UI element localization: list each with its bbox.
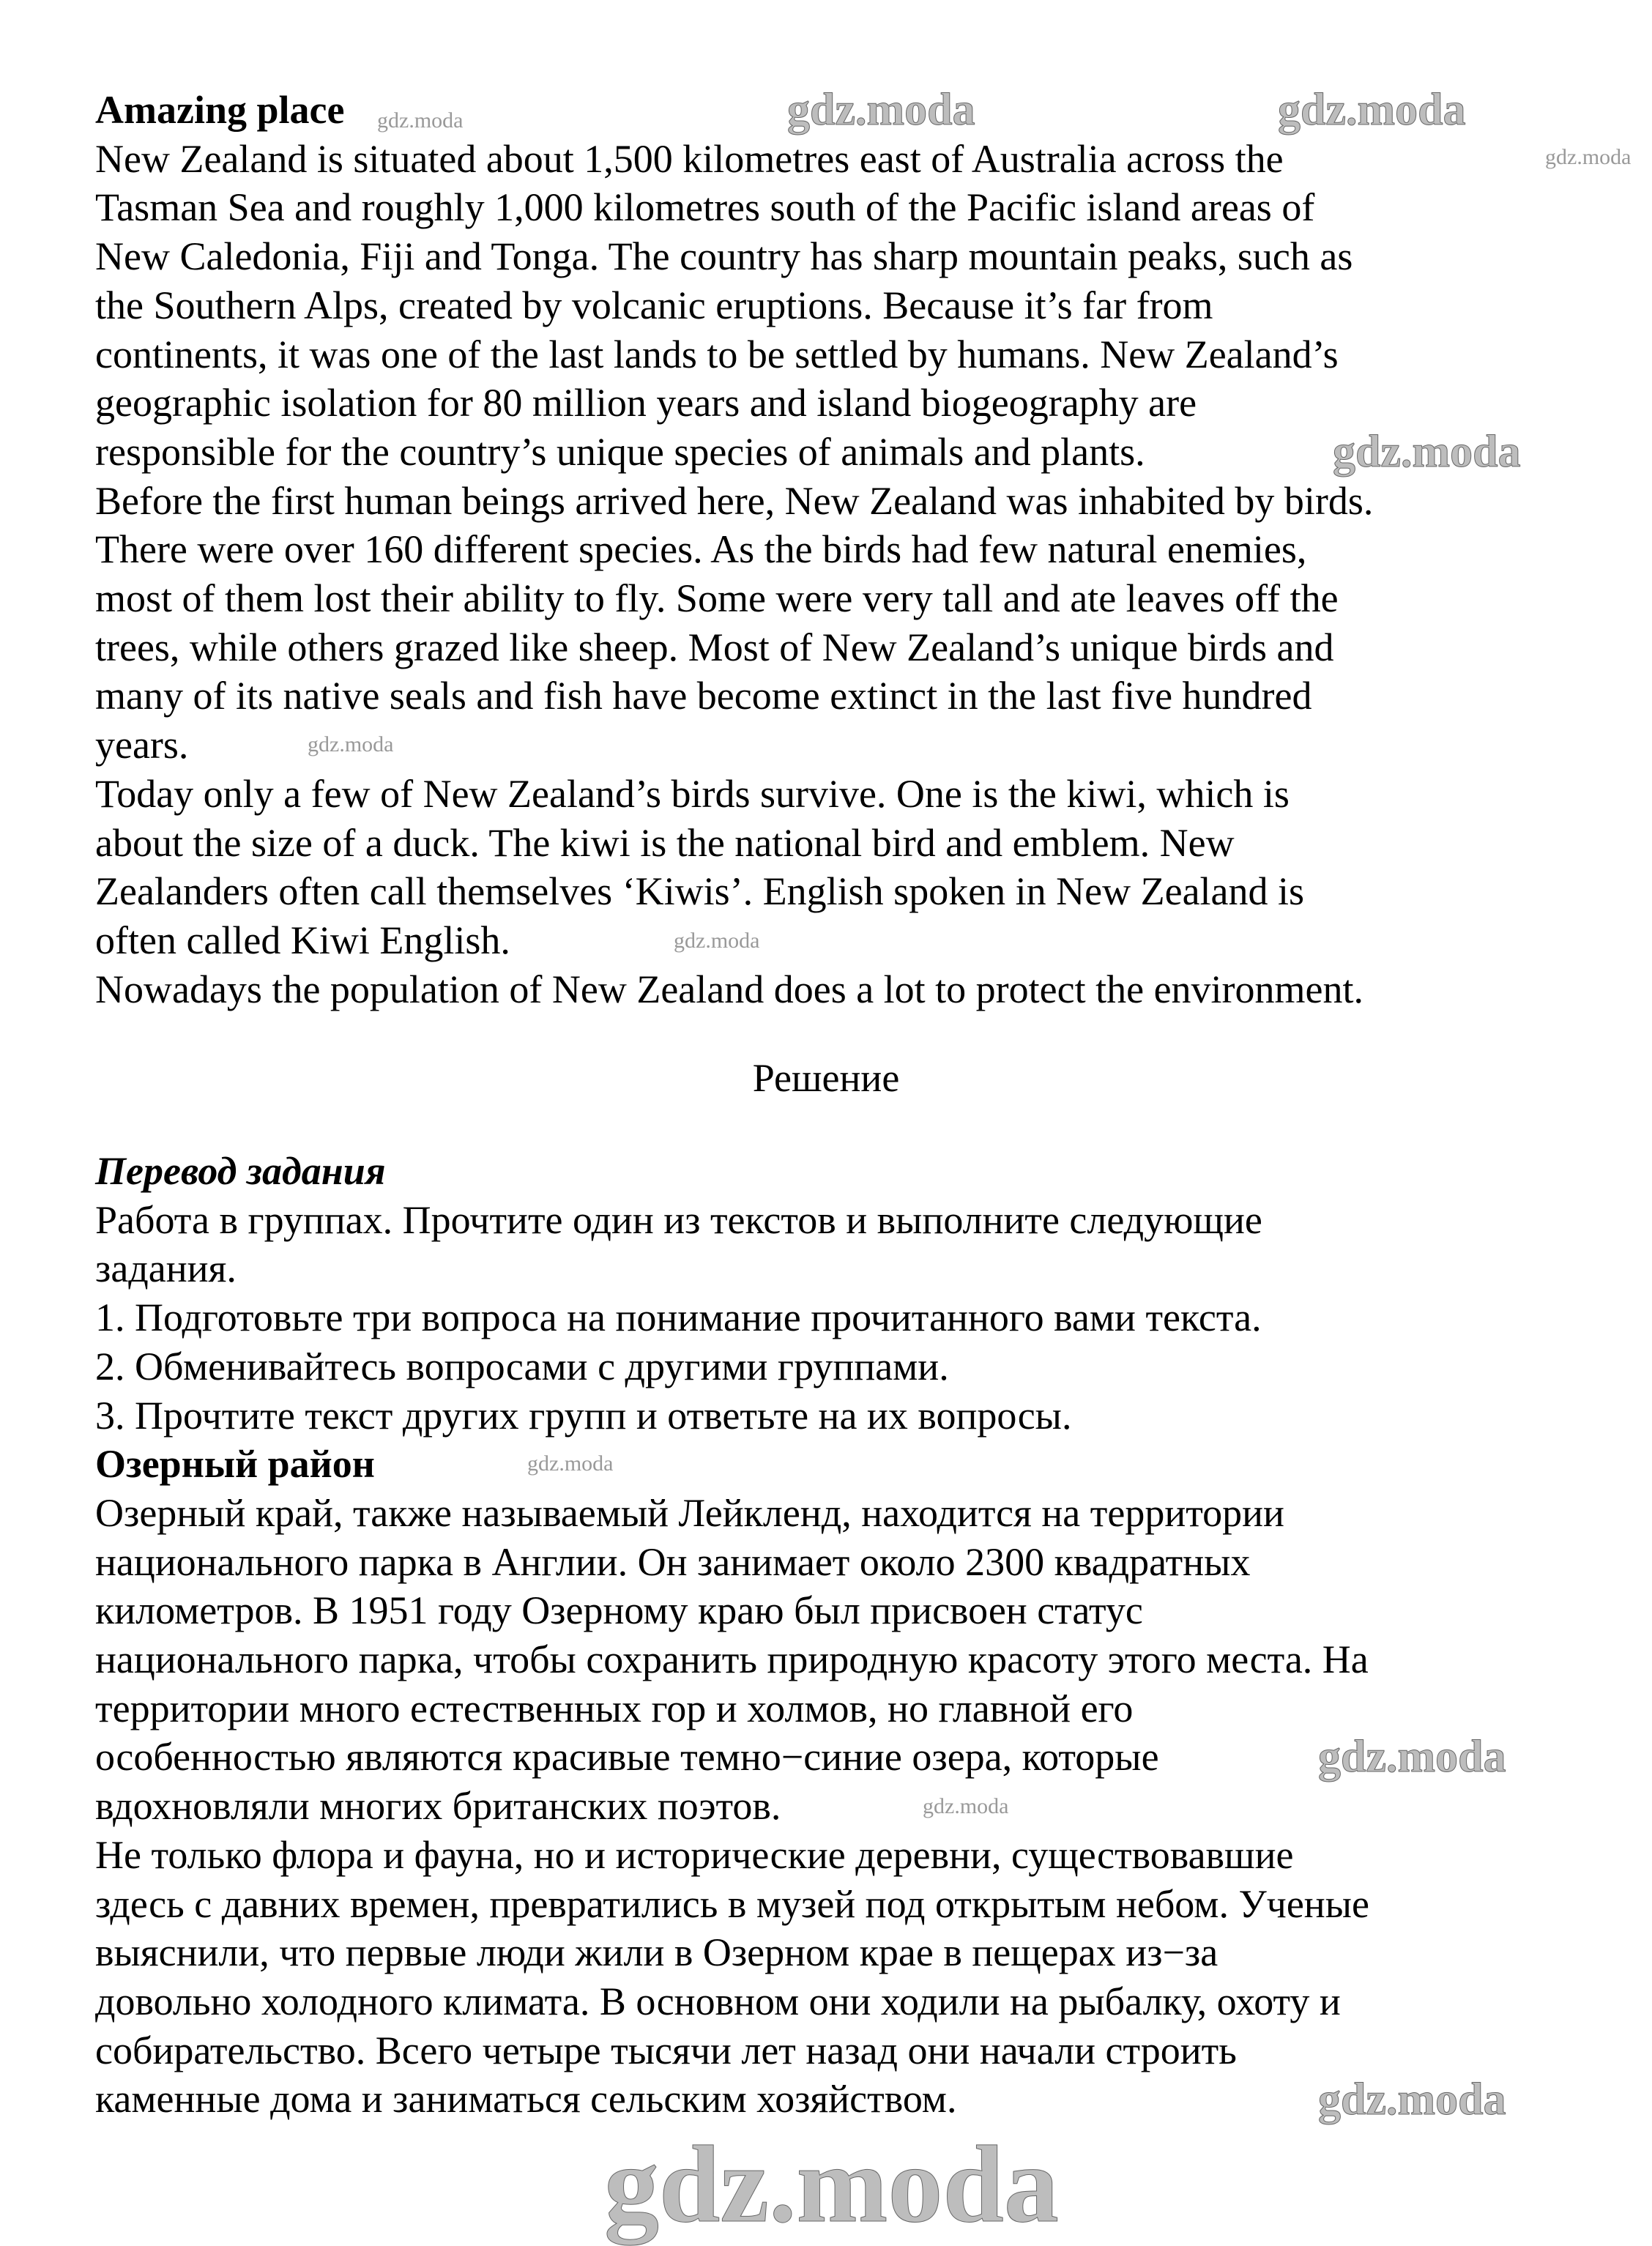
watermark: gdz.moda — [527, 1451, 614, 1476]
text-line: национального парка, чтобы сохранить природную красоту этого места. На — [95, 1637, 1369, 1682]
text-line: often called Kiwi English. — [95, 918, 510, 962]
text-line: километров. В 1951 году Озерному краю был присвоен статус — [95, 1588, 1143, 1633]
text-line: New Zealand is situated about 1,500 kilometres east of Australia across the — [95, 136, 1284, 181]
text-line: довольно холодного климата. В основном они ходили на рыбалку, охоту и — [95, 1979, 1341, 2023]
text-line: Before the first human beings arrived here, New Zealand was inhabited by birds. — [95, 478, 1374, 523]
watermark: gdz.moda — [377, 108, 464, 133]
translation-title: Озерный район — [95, 1442, 375, 1487]
text-line: Работа в группах. Прочтите один из текстов и выполните следующие — [95, 1197, 1262, 1242]
text-line: задания. — [95, 1246, 237, 1291]
text-line: 2. Обменивайтесь вопросами с другими группами. — [95, 1344, 949, 1388]
watermark: gdz.moda — [1333, 427, 1521, 477]
text-line: about the size of a duck. The kiwi is the national bird and emblem. New — [95, 820, 1235, 865]
article-body — [95, 135, 1373, 1014]
watermark: gdz.moda — [674, 929, 760, 953]
text-line: здесь с давних времен, превратились в музей под открытым небом. Ученые — [95, 1881, 1369, 1926]
task-body — [95, 1196, 1369, 1440]
watermark: gdz.moda — [787, 85, 975, 135]
text-line: years. — [95, 723, 189, 767]
text-line: continents, it was one of the last lands to be settled by humans. New Zealand’s — [95, 332, 1339, 376]
watermark: gdz.moda — [1278, 85, 1466, 135]
text-line: выяснили, что первые люди жили в Озерном крае в пещерах из−за — [95, 1930, 1218, 1975]
text-line: the Southern Alps, created by volcanic eruptions. Because it’s far from — [95, 283, 1213, 327]
text-line: Nowadays the population of New Zealand does a lot to protect the environment. — [95, 967, 1364, 1011]
watermark: gdz.moda — [1318, 2075, 1506, 2124]
task-heading: Перевод задания — [95, 1149, 386, 1193]
text-line: Today only a few of New Zealand’s birds survive. One is the kiwi, which is — [95, 771, 1290, 816]
text-line: собирательство. Всего четыре тысячи лет назад они начали строить — [95, 2028, 1237, 2072]
watermark: gdz.moda — [923, 1794, 1009, 1818]
solution-heading: Решение — [752, 1056, 900, 1100]
text-line: Tasman Sea and roughly 1,000 kilometres south of the Pacific island areas of — [95, 185, 1315, 230]
text-line: Озерный край, также называемый Лейкленд, находится на территории — [95, 1490, 1284, 1535]
text-line: каменные дома и заниматься сельским хозяйством. — [95, 2077, 957, 2122]
text-line: trees, while others grazed like sheep. Most of New Zealand’s unique birds and — [95, 625, 1334, 669]
text-line: Zealanders often call themselves ‘Kiwis’. English spoken in New Zealand is — [95, 869, 1305, 914]
watermark: gdz.moda — [604, 2124, 1059, 2245]
watermark: gdz.moda — [1545, 145, 1631, 169]
text-line: There were over 160 different species. As the birds had few natural enemies, — [95, 527, 1307, 572]
article-title: Amazing place — [95, 88, 345, 132]
watermark: gdz.moda — [308, 732, 394, 756]
solution-block — [95, 1147, 1369, 2124]
text-line: особенностью являются красивые темно−синие озера, которые — [95, 1735, 1159, 1780]
watermark: gdz.moda — [1318, 1732, 1506, 1782]
text-line: 3. Прочтите текст других групп и ответьте на их вопросы. — [95, 1393, 1072, 1438]
text-line: New Caledonia, Fiji and Tonga. The country has sharp mountain peaks, such as — [95, 234, 1353, 279]
text-line: many of its native seals and fish have become extinct in the last five hundred — [95, 674, 1312, 718]
text-line: most of them lost their ability to fly. Some were very tall and ate leaves off the — [95, 576, 1339, 621]
text-line: Не только флора и фауна, но и исторические деревни, существовавшие — [95, 1832, 1294, 1877]
text-line: 1. Подготовьте три вопроса на понимание прочитанного вами текста. — [95, 1295, 1262, 1340]
text-line: вдохновляли многих британских поэтов. — [95, 1784, 781, 1829]
translation-body — [95, 1489, 1369, 2124]
text-line: территории много естественных гор и холмов, но главной его — [95, 1686, 1134, 1730]
article-block — [95, 86, 1373, 1014]
text-line: geographic isolation for 80 million years and island biogeography are — [95, 381, 1197, 425]
text-line: национального парка в Англии. Он занимает около 2300 квадратных — [95, 1539, 1251, 1584]
text-line: responsible for the country’s unique species of animals and plants. — [95, 429, 1145, 474]
